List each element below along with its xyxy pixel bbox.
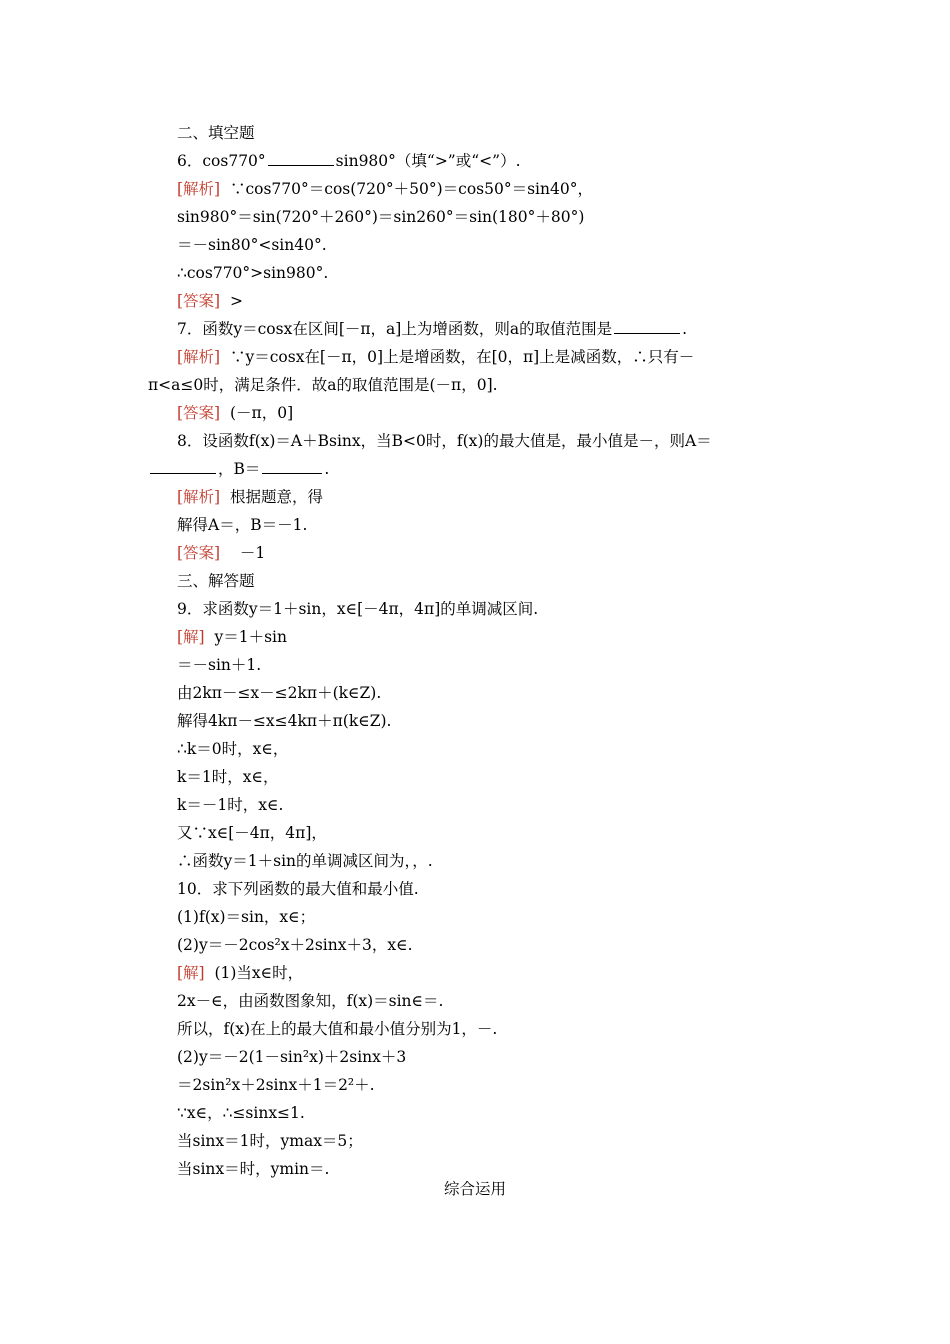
solution-line: k＝－1时，x∈.	[177, 796, 284, 814]
solution-line: 解得4kπ－≤x≤4kπ＋π(k∈Z).	[177, 712, 392, 730]
answer-tag: [答案]	[177, 544, 221, 562]
analysis-line: sin980°＝sin(720°＋260°)＝sin260°＝sin(180°＋80°)	[177, 208, 585, 226]
solution-line: [解] y＝1＋sin	[177, 628, 287, 646]
analysis-line: ＝－sin80°<sin40°.	[177, 236, 327, 254]
solution-line: ∵x∈，∴≤sinx≤1.	[177, 1104, 305, 1122]
answer-line: [答案] >	[177, 292, 243, 310]
question-8: 8．设函数f(x)＝A＋Bsinx，当B<0时，f(x)的最大值是，最小值是－，则A＝	[177, 432, 712, 450]
solution-line: ∴函数y＝1＋sin的单调减区间为，，.	[177, 852, 433, 870]
question-10: 10．求下列函数的最大值和最小值.	[177, 880, 419, 898]
analysis-line: π<a≤0时，满足条件．故a的取值范围是(－π，0].	[148, 376, 498, 394]
question-6: 6．cos770° sin980°（填“>”或“<”）.	[177, 149, 521, 173]
solution-line: ＝－sin＋1.	[177, 656, 262, 674]
answer-blank	[262, 457, 322, 474]
answer-blank	[150, 457, 216, 474]
solution-line: 当sinx＝1时，ymax＝5；	[177, 1132, 363, 1150]
analysis-tag: [解析]	[177, 488, 221, 506]
answer-tag: [答案]	[177, 292, 221, 310]
solution-line: 所以，f(x)在上的最大值和最小值分别为1，－.	[177, 1020, 498, 1038]
question-10-part-1: (1)f(x)＝sin，x∈；	[177, 908, 316, 926]
solution-tag: [解]	[177, 628, 205, 646]
section-heading-solve: 三、解答题	[177, 572, 255, 590]
solution-line: (2)y＝－2(1－sin²x)＋2sinx＋3	[177, 1048, 407, 1066]
question-7: 7．函数y＝cosx在区间[－π，a]上为增函数，则a的取值范围是 .	[177, 317, 687, 341]
solution-line: k＝1时，x∈，	[177, 768, 279, 786]
analysis-line: [解析] ∵y＝cosx在[－π，0]上是增函数，在[0，π]上是减函数，∴只有－	[177, 348, 695, 366]
solution-line: 2x－∈，由函数图象知，f(x)＝sin∈＝.	[177, 992, 444, 1010]
solution-line: 由2kπ－≤x－≤2kπ＋(k∈Z).	[177, 684, 382, 702]
question-10-part-2: (2)y＝－2cos²x＋2sinx＋3，x∈.	[177, 936, 413, 954]
analysis-tag: [解析]	[177, 348, 221, 366]
question-9: 9．求函数y＝1＋sin，x∈[－4π，4π]的单调减区间.	[177, 600, 539, 618]
answer-line: [答案] (－π，0]	[177, 404, 294, 422]
analysis-line: [解析] ∵cos770°＝cos(720°＋50°)＝cos50°＝sin40°，	[177, 180, 593, 198]
section-heading-fill-in: 二、填空题	[177, 124, 255, 142]
question-8-blanks: ，B＝ .	[148, 457, 329, 481]
analysis-tag: [解析]	[177, 180, 221, 198]
solution-line: ∴k＝0时，x∈，	[177, 740, 289, 758]
answer-blank	[268, 149, 334, 166]
analysis-line: 解得A＝，B＝－1.	[177, 516, 308, 534]
solution-line: ＝2sin²x＋2sinx＋1＝2²＋.	[177, 1076, 375, 1094]
solution-line: 当sinx＝时，ymin＝.	[177, 1160, 330, 1178]
answer-line: [答案] －1	[177, 544, 266, 562]
analysis-line: ∴cos770°>sin980°.	[177, 264, 329, 282]
answer-blank	[614, 317, 680, 334]
section-footer: 综合运用	[443, 1180, 506, 1198]
solution-line: 又∵x∈[－4π，4π]，	[177, 824, 327, 842]
answer-tag: [答案]	[177, 404, 221, 422]
analysis-line: [解析] 根据题意，得	[177, 488, 323, 506]
solution-line: [解] (1)当x∈时，	[177, 964, 304, 982]
solution-tag: [解]	[177, 964, 205, 982]
